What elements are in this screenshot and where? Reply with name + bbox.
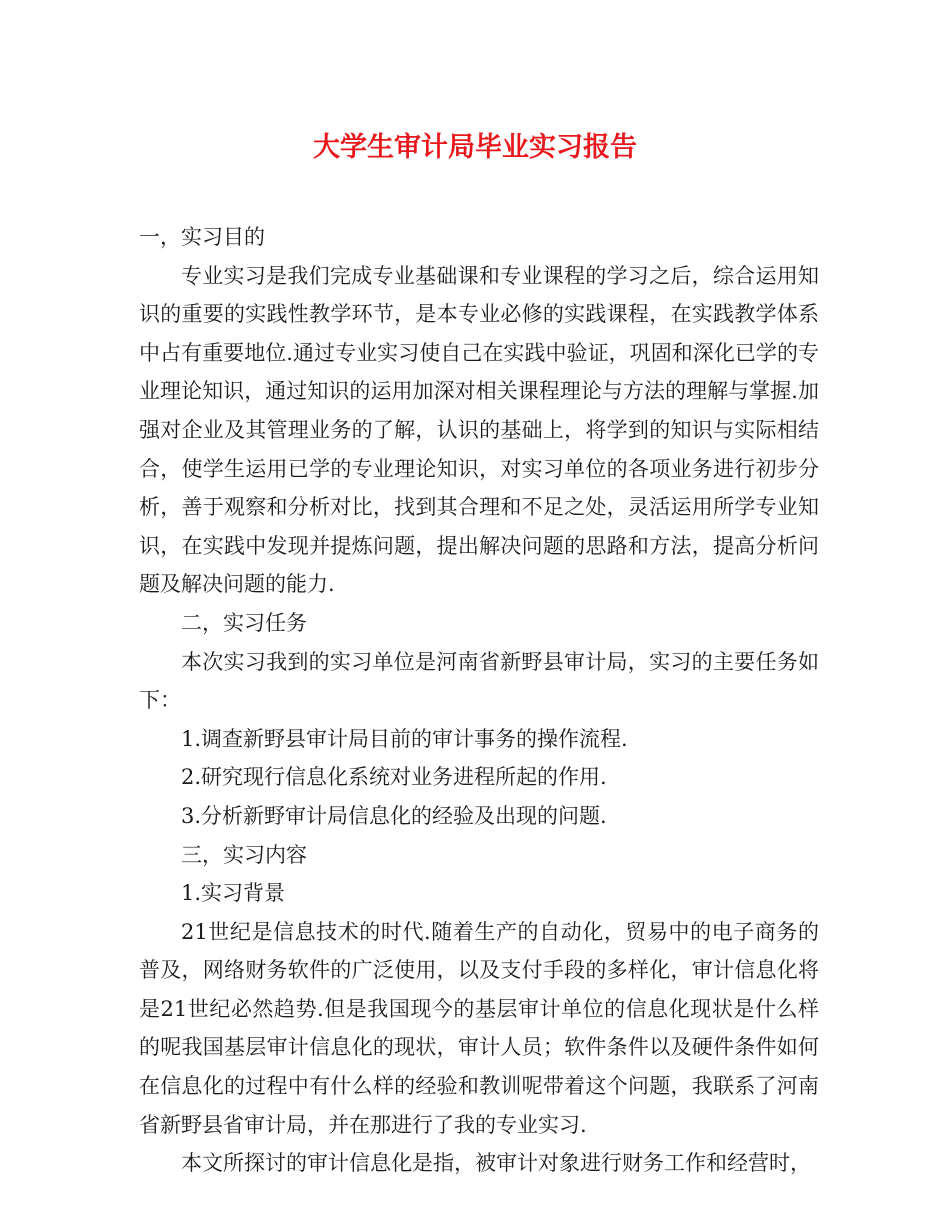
document-title: 大学生审计局毕业实习报告: [313, 132, 637, 163]
subheading-background: 1.实习背景: [181, 881, 286, 906]
list-item-task-2: 2.研究现行信息化系统对业务进程所起的作用.: [181, 765, 607, 790]
list-item-task-3: 3.分析新野审计局信息化的经验及出现的问题.: [181, 803, 607, 828]
paragraph-tasks-intro: 本次实习我到的实习单位是河南省新野县审计局，实习的主要任务如下：: [139, 649, 819, 713]
section-heading-tasks: 二，实习任务: [181, 610, 307, 635]
list-item-task-1: 1.调查新野县审计局目前的审计事务的操作流程.: [181, 726, 628, 751]
section-heading-purpose: 一，实习目的: [139, 225, 265, 249]
document-body: [139, 218, 819, 1183]
paragraph-background: 21世纪是信息技术的时代.随着生产的自动化，贸易中的电子商务的普及，网络财务软件的广泛使用，以及支付手段的多样化，审计信息化将是21世纪必然趋势.但是我国现今的基层审计单位的信息化现状是什么样的呢我国基层审计信息化的现状，审计人员；软件条件以及硬件条件如何在信息化的过程中有什么样的经验和教训呢带着这个问题，我联系了河南省新野县省审计局，并在那进行了我的专业实习.: [139, 919, 819, 1137]
paragraph-purpose: 专业实习是我们完成专业基础课和专业课程的学习之后，综合运用知识的重要的实践性教学环节，是本专业必修的实践课程，在实践教学体系中占有重要地位.通过专业实习使自己在实践中验证，巩固和深化已学的专业理论知识，通过知识的运用加深对相关课程理论与方法的理解与掌握.加强对企业及其管理业务的了解，认识的基础上，将学到的知识与实际相结合，使学生运用已学的专业理论知识，对实习单位的各项业务进行初步分析，善于观察和分析对比，找到其合理和不足之处，灵活运用所学专业知识，在实践中发现并提炼问题，提出解决问题的思路和方法，提高分析问题及解决问题的能力.: [139, 263, 819, 597]
paragraph-definition: 本文所探讨的审计信息化是指，被审计对象进行财务工作和经营时，: [181, 1151, 811, 1176]
section-heading-content: 三，实习内容: [181, 842, 307, 867]
